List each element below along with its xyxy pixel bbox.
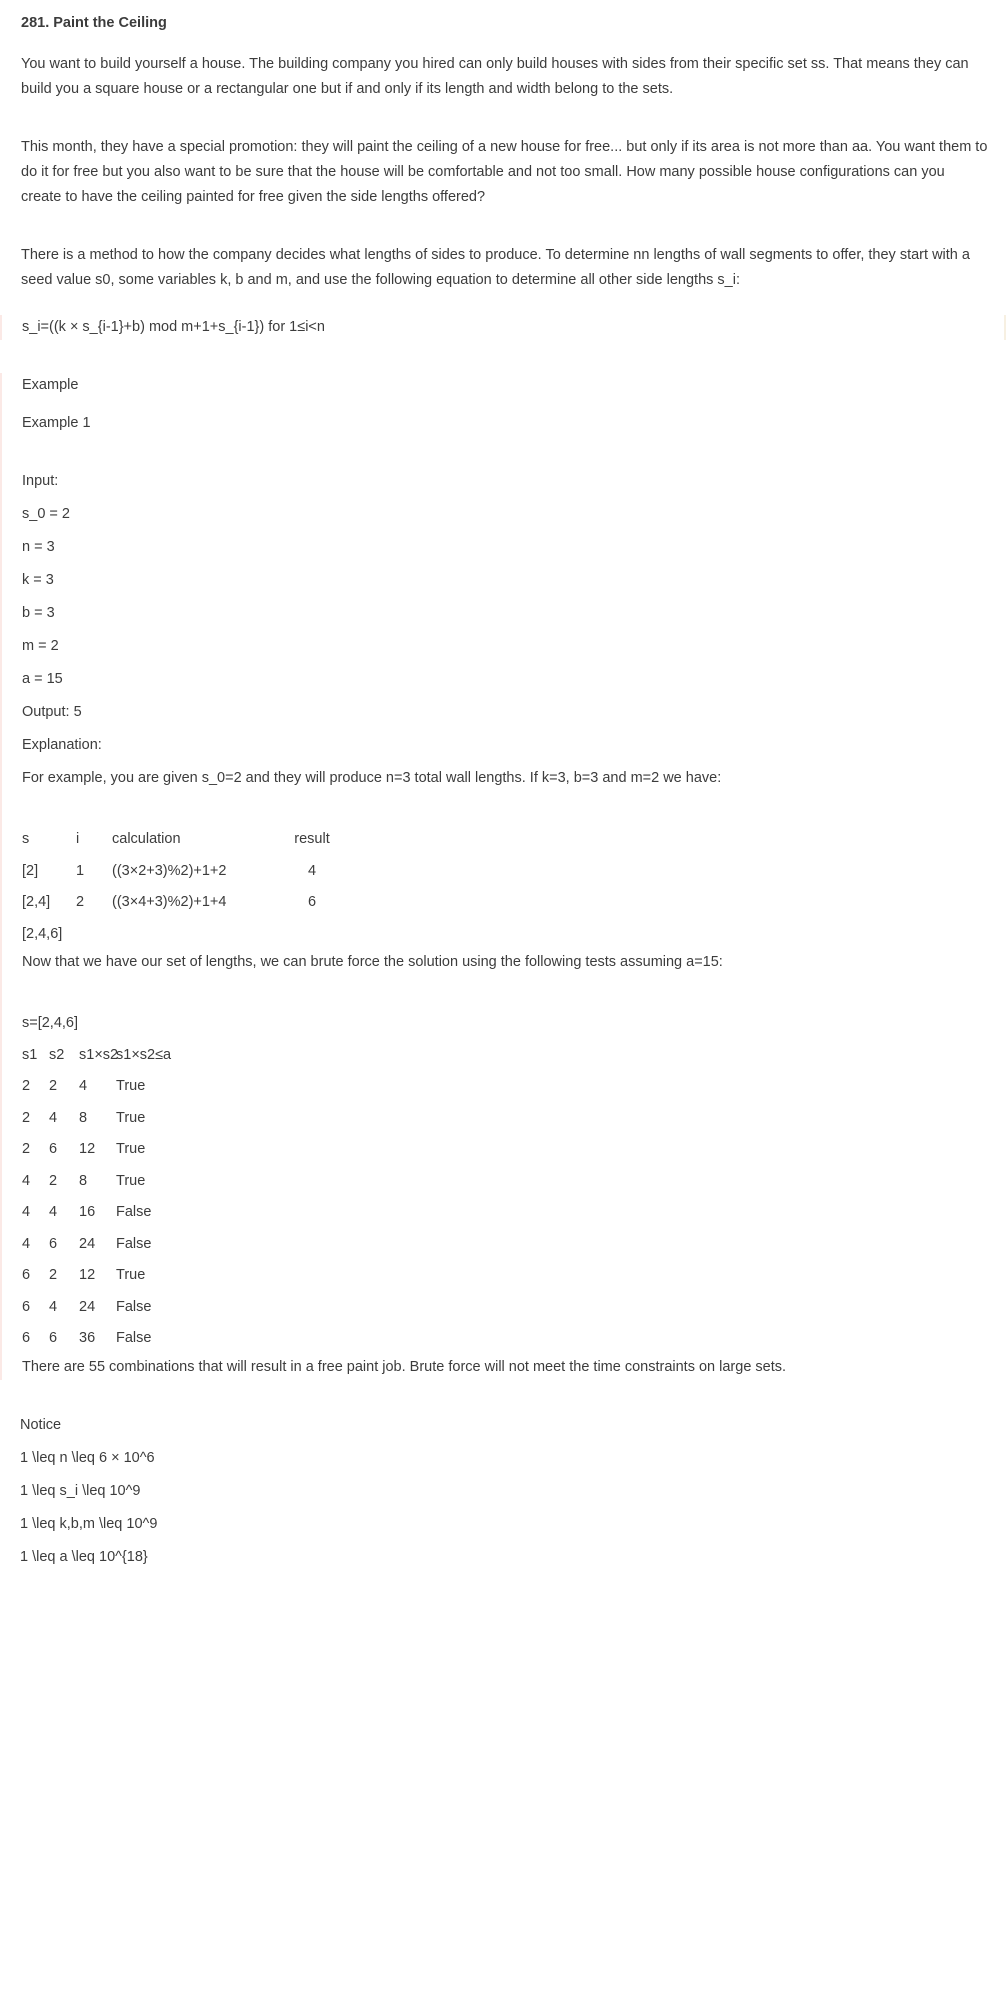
table-row (22, 856, 1006, 888)
spacer (2, 560, 1006, 568)
example-subheading: Example 1 (22, 415, 91, 431)
calc-cell-i: 1 (76, 862, 85, 879)
input-value-k: k = 3 (22, 572, 54, 588)
tt-cell-s1: 6 (22, 1330, 31, 1346)
brute-force-intro: Now that we have our set of lengths, we can brute force the solution using the following tests assuming a=15: (22, 954, 723, 970)
calc-cell-result: 4 (307, 862, 317, 879)
formula-block (0, 315, 1006, 340)
page-title: 281. Paint the Ceiling (21, 15, 167, 31)
notice-heading: Notice (20, 1416, 62, 1433)
intro-paragraph-1: You want to build yourself a house. The building company you hired can only build houses with sides from their specific set ss. That means they can build you a square house or a rectangular one but if and only if its length and width belong to the sets. (21, 56, 969, 97)
document-header-section (0, 0, 1006, 293)
spacer (0, 293, 1006, 315)
explanation-label: Explanation: (22, 737, 102, 753)
tt-cell-s2: 4 (49, 1298, 58, 1315)
set-line: s=[2,4,6] (22, 1015, 79, 1031)
tt-header-s2: s2 (49, 1046, 65, 1063)
recurrence-formula: s_i=((k × s_{i-1}+b) mod m+1+s_{i-1}) for 1≤i<n (22, 319, 325, 335)
spacer (10, 1438, 990, 1446)
tt-cell-result: True (116, 1172, 146, 1189)
tt-cell-product: 24 (79, 1235, 96, 1252)
tt-cell-result: False (116, 1298, 152, 1315)
calc-header-result: result (294, 831, 330, 847)
tt-cell-s2: 2 (49, 1172, 58, 1189)
spacer (10, 1471, 990, 1479)
tt-cell-s2: 6 (49, 1330, 58, 1346)
table-row (22, 919, 1006, 951)
input-value-n: n = 3 (22, 539, 55, 555)
spacer (2, 436, 1006, 469)
spacer (2, 692, 1006, 700)
calc-cell-s: [2] (22, 862, 39, 879)
tt-cell-s1: 2 (22, 1141, 31, 1157)
spacer (0, 340, 1006, 373)
spacer (2, 975, 1006, 1008)
tt-cell-product: 12 (79, 1267, 96, 1283)
constraint-kbm: 1 \leq k,b,m \leq 10^9 (20, 1515, 158, 1532)
table-row (22, 1071, 1006, 1103)
spacer (2, 758, 1006, 766)
tt-cell-product: 24 (79, 1298, 96, 1315)
tt-cell-product: 8 (79, 1172, 88, 1189)
table-row (22, 887, 1006, 919)
tt-header-condition: s1×s2≤a (116, 1046, 172, 1063)
spacer (2, 626, 1006, 634)
example-block (0, 373, 1006, 1380)
tt-cell-result: True (116, 1109, 146, 1126)
spacer (2, 659, 1006, 667)
tt-cell-s2: 4 (49, 1204, 58, 1220)
tt-cell-s1: 4 (22, 1172, 31, 1189)
spacer (2, 494, 1006, 502)
input-value-b: b = 3 (22, 605, 55, 621)
closing-note: There are 55 combinations that will result in a free paint job. Brute force will not meet the time constraints on large sets. (22, 1358, 787, 1375)
calculation-table (2, 824, 1006, 950)
tt-cell-product: 8 (79, 1109, 88, 1126)
tt-cell-s1: 2 (22, 1078, 31, 1094)
spacer (0, 1380, 1006, 1413)
spacer (10, 1537, 990, 1545)
tt-header-s1: s1 (22, 1046, 38, 1063)
spacer (2, 398, 1006, 411)
calc-cell-result: 6 (307, 894, 317, 910)
table-row (22, 1292, 1006, 1324)
constraint-si: 1 \leq s_i \leq 10^9 (20, 1482, 141, 1499)
tt-cell-s1: 4 (22, 1235, 31, 1252)
spacer (10, 210, 990, 243)
tt-cell-result: False (116, 1204, 152, 1220)
truth-table-header-row (22, 1040, 1006, 1072)
table-row (22, 1229, 1006, 1261)
spacer (10, 1504, 990, 1512)
tt-cell-s2: 6 (49, 1235, 58, 1252)
tt-cell-s1: 6 (22, 1267, 31, 1283)
input-label: Input: (22, 473, 59, 489)
tt-cell-s1: 4 (22, 1204, 31, 1220)
table-row (22, 1323, 1006, 1355)
output-line: Output: 5 (22, 704, 82, 720)
spacer (10, 102, 990, 135)
tt-cell-s1: 2 (22, 1109, 31, 1126)
calculation-table-header-row (22, 824, 1006, 856)
tt-cell-result: False (116, 1235, 152, 1252)
intro-paragraph-2: This month, they have a special promotion: they will paint the ceiling of a new house for free... but only if its area is not more than aa. You want them to do it for free but you also want to be sure that the house will be comfortable and not too small. How many possible house configurations can you create to have the ceiling painted for free given the side lengths offered? (21, 139, 988, 205)
set-line-row (22, 1008, 1006, 1040)
calc-cell-calculation: ((3×4+3)%2)+1+4 (112, 894, 227, 910)
tt-cell-product: 36 (79, 1330, 96, 1346)
spacer (2, 791, 1006, 824)
spacer (2, 593, 1006, 601)
example-heading: Example (22, 377, 79, 393)
calc-final-set: [2,4,6] (22, 925, 63, 942)
constraint-n: 1 \leq n \leq 6 × 10^6 (20, 1449, 155, 1466)
table-row (22, 1260, 1006, 1292)
calc-header-calculation: calculation (112, 831, 181, 847)
tt-cell-s2: 6 (49, 1141, 58, 1157)
table-row (22, 1197, 1006, 1229)
table-row (22, 1166, 1006, 1198)
table-row (22, 1103, 1006, 1135)
tt-cell-s2: 2 (49, 1078, 58, 1094)
table-row (22, 1134, 1006, 1166)
input-value-s0: s_0 = 2 (22, 506, 70, 522)
calc-cell-s: [2,4] (22, 894, 51, 910)
calc-cell-i: 2 (76, 894, 85, 910)
tt-cell-result: True (116, 1267, 146, 1283)
input-value-m: m = 2 (22, 638, 59, 654)
notice-section (0, 1413, 1006, 1570)
spacer (2, 725, 1006, 733)
tt-cell-result: True (116, 1141, 146, 1157)
tt-cell-s2: 2 (49, 1267, 58, 1283)
calc-header-s: s (22, 831, 30, 847)
tt-cell-s2: 4 (49, 1109, 58, 1126)
tt-cell-product: 4 (79, 1078, 88, 1094)
constraint-a: 1 \leq a \leq 10^{18} (20, 1548, 148, 1565)
calc-header-i: i (76, 831, 80, 847)
input-value-a: a = 15 (22, 671, 63, 687)
tt-cell-result: True (116, 1078, 146, 1094)
tt-cell-product: 16 (79, 1204, 96, 1220)
truth-table (2, 1008, 1006, 1355)
explanation-intro: For example, you are given s_0=2 and they will produce n=3 total wall lengths. If k=3, b=3 and m=2 we have: (22, 770, 722, 786)
tt-header-product: s1×s2 (79, 1046, 119, 1063)
calc-cell-calculation: ((3×2+3)%2)+1+2 (112, 862, 227, 879)
tt-cell-result: False (116, 1330, 152, 1346)
tt-cell-s1: 6 (22, 1298, 31, 1315)
tt-cell-product: 12 (79, 1141, 96, 1157)
intro-paragraph-3: There is a method to how the company decides what lengths of sides to produce. To determine nn lengths of wall segments to offer, they start with a seed value s0, some variables k, b and m, and use the following equation to determine all other side lengths s_i: (21, 247, 970, 288)
spacer (2, 527, 1006, 535)
